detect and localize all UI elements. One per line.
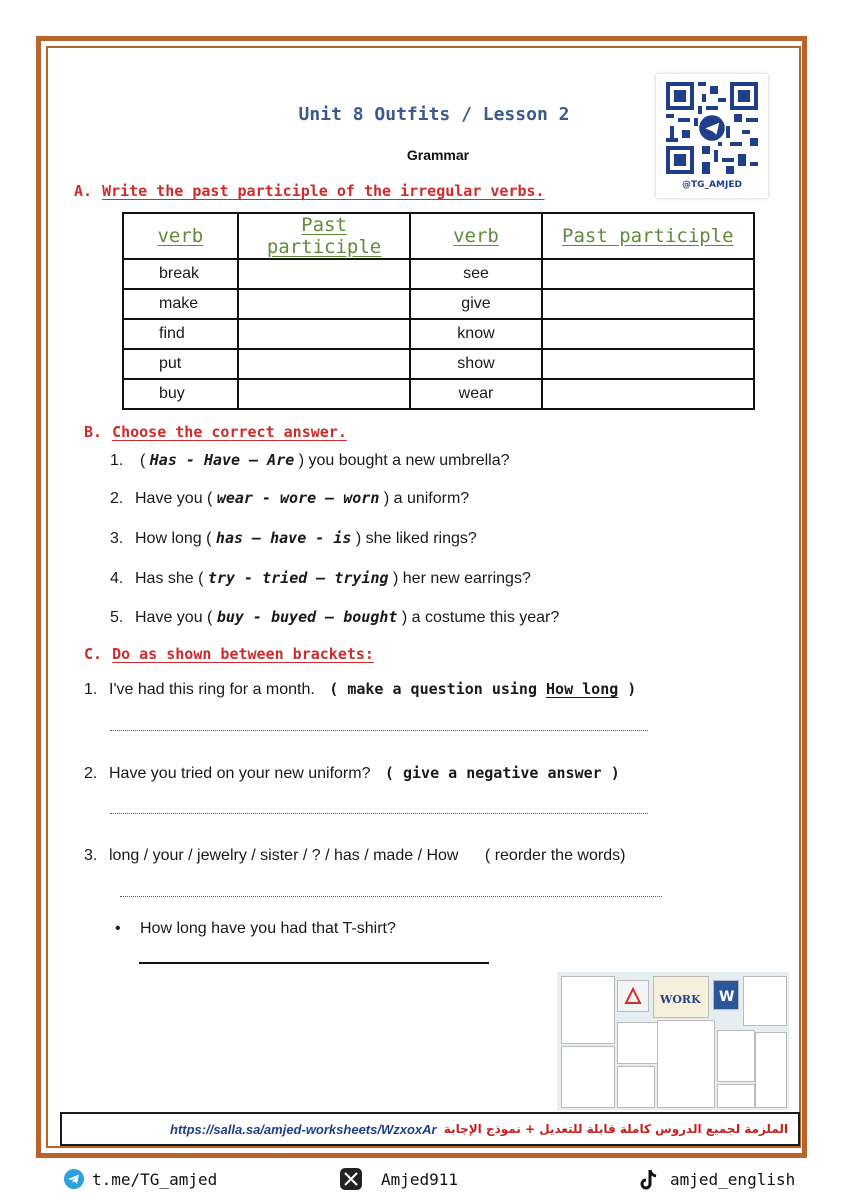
task-instruction: ( give a negative answer ) — [384, 764, 620, 782]
question-number: 3. — [110, 530, 124, 547]
verb-cell: break — [123, 259, 238, 289]
preview-thumbnail — [657, 1020, 715, 1108]
question-prefix: Have you ( — [135, 490, 217, 507]
verb-cell: find — [123, 319, 238, 349]
answer-line[interactable] — [139, 962, 489, 964]
question-prefix: Have you ( — [135, 609, 217, 626]
table-row — [123, 319, 754, 349]
pdf-icon — [617, 980, 649, 1012]
preview-thumbnail — [755, 1032, 787, 1108]
task-number: 3. — [84, 847, 98, 864]
question-suffix: ) her new earrings? — [388, 570, 531, 587]
preview-thumbnail — [617, 1066, 655, 1108]
task-number: 1. — [84, 681, 98, 698]
tiktok-icon — [638, 1168, 660, 1192]
task-item — [84, 680, 636, 699]
answer-cell[interactable] — [238, 259, 411, 289]
question-item — [110, 529, 477, 548]
section-c-heading — [84, 645, 374, 663]
verb-cell: wear — [410, 379, 541, 409]
section-c-letter: C. — [84, 645, 103, 663]
answer-dotted-line[interactable] — [110, 730, 648, 731]
question-number: 2. — [110, 490, 124, 507]
task-item — [84, 847, 625, 865]
preview-thumbnail — [717, 1084, 755, 1108]
answer-cell[interactable] — [238, 319, 411, 349]
table-row — [123, 289, 754, 319]
answer-options[interactable]: has – have - is — [215, 529, 352, 547]
task-instruction-keyword: How long — [546, 680, 619, 698]
table-header-row — [123, 213, 754, 259]
question-number: 1. — [110, 452, 124, 469]
question-item — [110, 489, 469, 508]
verbs-table — [122, 212, 755, 410]
section-b-text: Choose the correct answer. — [112, 423, 347, 441]
answer-dotted-line[interactable] — [110, 813, 648, 814]
question-item — [110, 569, 531, 588]
x-handle[interactable]: Amjed911 — [381, 1170, 459, 1189]
answer-options[interactable]: wear - wore – worn — [216, 489, 380, 507]
tiktok-handle[interactable]: amjed_english — [670, 1170, 796, 1189]
table-row — [123, 259, 754, 289]
answer-cell[interactable] — [542, 349, 754, 379]
question-suffix: ) she liked rings? — [351, 530, 477, 547]
x-icon — [340, 1168, 362, 1190]
qr-code[interactable] — [656, 74, 768, 198]
bullet-item — [115, 920, 396, 938]
section-c-text: Do as shown between brackets: — [112, 645, 374, 663]
store-url[interactable]: https://salla.sa/amjed-worksheets/WzxoxAr — [170, 1122, 437, 1137]
preview-thumbnail — [717, 1030, 755, 1082]
task-instruction: ( reorder the words) — [484, 847, 626, 864]
question-suffix: ) a uniform? — [379, 490, 470, 507]
store-description: الملزمة لجميع الدروس كاملة قابلة للتعديل + نموذج الإجابة — [443, 1122, 788, 1136]
answer-cell[interactable] — [542, 259, 754, 289]
answer-dotted-line[interactable] — [120, 896, 662, 897]
question-suffix: ) you bought a new umbrella? — [294, 452, 510, 469]
preview-thumbnail — [743, 976, 787, 1026]
preview-thumbnail — [561, 1046, 615, 1108]
answer-options[interactable]: try - tried – trying — [207, 569, 389, 587]
store-link-box[interactable] — [60, 1112, 800, 1146]
verb-cell: give — [410, 289, 541, 319]
telegram-icon — [63, 1168, 85, 1190]
section-a-letter: A. — [74, 182, 93, 200]
section-a-text: Write the past participle of the irregular verbs. — [102, 182, 545, 200]
verb-cell: know — [410, 319, 541, 349]
section-b-letter: B. — [84, 423, 103, 441]
task-instruction: ( make a question using How long ) — [329, 680, 637, 698]
verb-cell: see — [410, 259, 541, 289]
section-b-heading — [84, 423, 347, 441]
question-prefix: ( — [140, 452, 150, 469]
answer-cell[interactable] — [238, 349, 411, 379]
question-suffix: ) a costume this year? — [397, 609, 560, 626]
section-a-heading — [74, 182, 545, 200]
bullet-marker: • — [115, 920, 121, 937]
question-item — [110, 608, 559, 627]
question-prefix: Has she ( — [135, 570, 208, 587]
question-prefix: How long ( — [135, 530, 216, 547]
telegram-handle[interactable]: t.me/TG_amjed — [92, 1170, 218, 1189]
svg-text:WORK: WORK — [660, 993, 701, 1006]
word-icon — [713, 980, 739, 1010]
answer-cell[interactable] — [542, 319, 754, 349]
verb-cell: buy — [123, 379, 238, 409]
svg-text:W: W — [719, 989, 735, 1005]
task-item — [84, 764, 620, 783]
worksheets-preview-image[interactable] — [557, 972, 789, 1110]
preview-thumbnail — [561, 976, 615, 1044]
answer-cell[interactable] — [542, 379, 754, 409]
preview-thumbnail — [653, 976, 709, 1018]
bullet-text: How long have you had that T-shirt? — [140, 920, 396, 937]
question-number: 4. — [110, 570, 124, 587]
question-number: 5. — [110, 609, 124, 626]
task-text: I've had this ring for a month. — [109, 681, 315, 698]
table-row — [123, 349, 754, 379]
page-subtitle: Grammar — [406, 147, 470, 163]
column-header: Past participle — [542, 213, 754, 259]
answer-cell[interactable] — [542, 289, 754, 319]
task-text: long / your / jewelry / sister / ? / has / made / How — [109, 847, 459, 864]
column-header: verb — [410, 213, 541, 259]
answer-cell[interactable] — [238, 379, 411, 409]
preview-thumbnail — [617, 1022, 659, 1064]
answer-options[interactable]: Has - Have – Are — [149, 451, 295, 469]
answer-options[interactable]: buy - buyed – bought — [216, 608, 398, 626]
verb-cell: show — [410, 349, 541, 379]
answer-cell[interactable] — [238, 289, 411, 319]
page-title: Unit 8 Outfits / Lesson 2 — [298, 104, 570, 125]
table-row — [123, 379, 754, 409]
verb-cell: make — [123, 289, 238, 319]
verb-cell: put — [123, 349, 238, 379]
qr-caption: @TG_AMJED — [682, 180, 742, 190]
column-header: Past participle — [238, 213, 411, 259]
task-text: Have you tried on your new uniform? — [109, 765, 371, 782]
question-item — [110, 451, 510, 470]
column-header: verb — [123, 213, 238, 259]
task-number: 2. — [84, 765, 98, 782]
